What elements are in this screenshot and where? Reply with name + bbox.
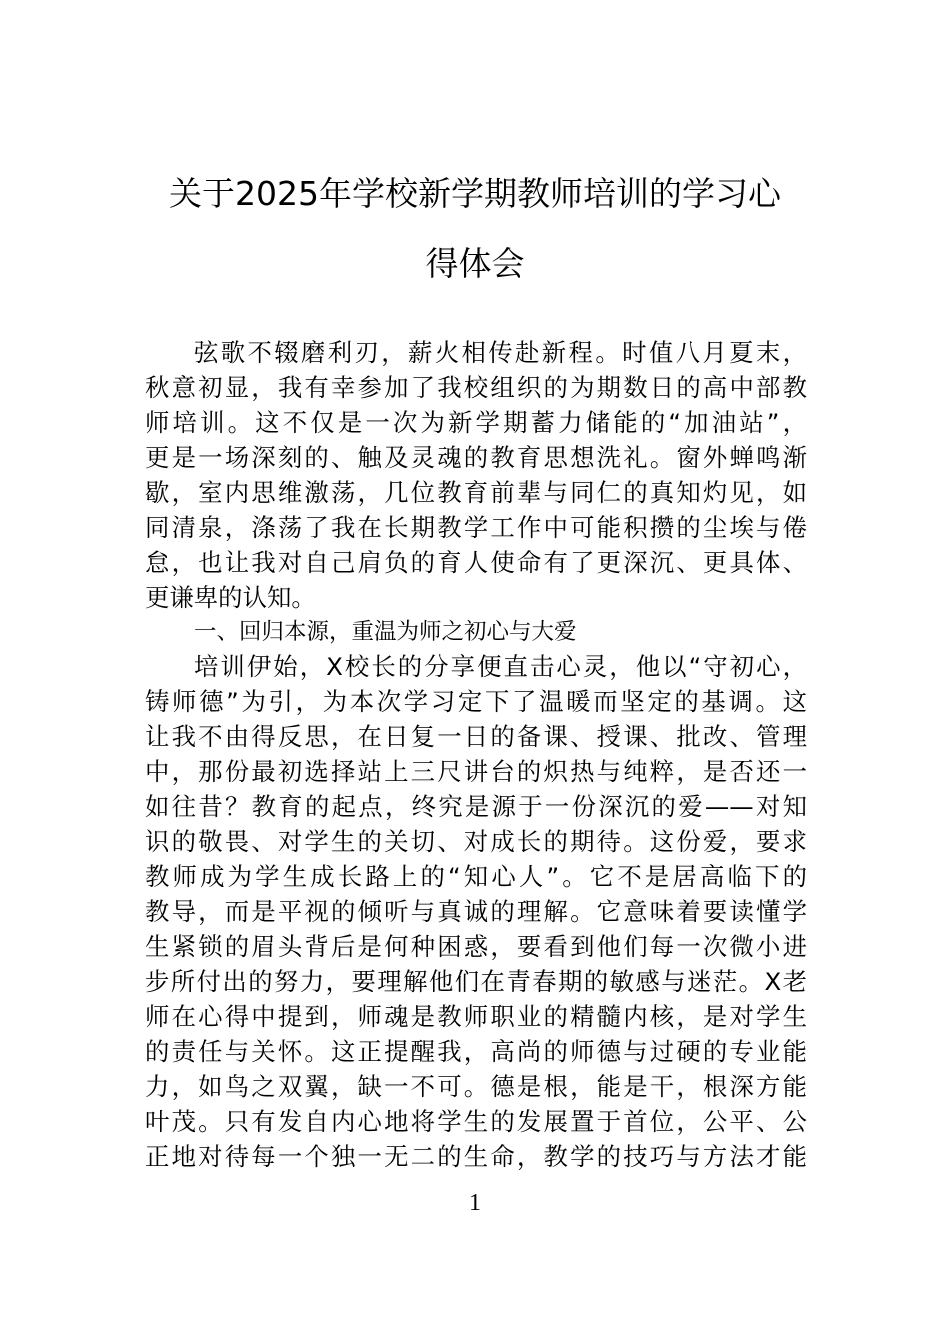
paragraph-2-line: 如往昔？教育的起点，终究是源于一份深沉的爱——对知: [145, 792, 807, 821]
paragraph-1-line: 秋意初显，我有幸参加了我校组织的为期数日的高中部教: [145, 373, 807, 402]
paragraph-2-line: 教导，而是平视的倾听与真诚的理解。它意味着要读懂学: [145, 897, 807, 926]
page-number: 1: [469, 1190, 481, 1216]
paragraph-1-line: 怠，也让我对自己肩负的育人使命有了更深沉、更具体、: [145, 548, 807, 577]
paragraph-2-line: 教师成为学生成长路上的“知心人”。它不是居高临下的: [145, 862, 807, 891]
paragraph-2-line: 的责任与关怀。这正提醒我，高尚的师德与过硬的专业能: [145, 1037, 807, 1066]
paragraph-2-line: 识的敬畏、对学生的关切、对成长的期待。这份爱，要求: [145, 827, 807, 856]
paragraph-2-line: 叶茂。只有发自内心地将学生的发展置于首位，公平、公: [145, 1107, 807, 1136]
paragraph-2-line: 步所付出的努力，要理解他们在青春期的敏感与迷茫。X老: [145, 967, 807, 996]
paragraph-1-line: 弦歌不辍磨利刃，薪火相传赴新程。时值八月夏末，: [194, 338, 807, 367]
paragraph-1-line: 更谦卑的认知。: [145, 583, 316, 612]
paragraph-2-line: 培训伊始，X校长的分享便直击心灵，他以“守初心，: [194, 652, 807, 681]
paragraph-2-line: 让我不由得反思，在日复一日的备课、授课、批改、管理: [145, 722, 807, 751]
paragraph-1-line: 师培训。这不仅是一次为新学期蓄力储能的“加油站”，: [145, 408, 807, 437]
paragraph-2-line: 正地对待每一个独一无二的生命，教学的技巧与方法才能: [145, 1142, 807, 1171]
paragraph-2-line: 生紧锁的眉头背后是何种困惑，要看到他们每一次微小进: [145, 932, 807, 961]
paragraph-2-line: 铸师德”为引，为本次学习定下了温暖而坚定的基调。这: [145, 687, 807, 716]
paragraph-2-line: 师在心得中提到，师魂是教师职业的精髓内核，是对学生: [145, 1002, 807, 1031]
section-heading-1: 一、回归本源，重温为师之初心与大爱: [194, 619, 577, 645]
paragraph-2-line: 力，如鸟之双翼，缺一不可。德是根，能是干，根深方能: [145, 1072, 807, 1101]
paragraph-1-line: 歇，室内思维激荡，几位教育前辈与同仁的真知灼见，如: [145, 478, 807, 507]
paragraph-2-line: 中，那份最初选择站上三尺讲台的炽热与纯粹，是否还一: [145, 757, 807, 786]
paragraph-1-line: 同清泉，涤荡了我在长期教学工作中可能积攒的尘埃与倦: [145, 513, 807, 542]
paragraph-1-line: 更是一场深刻的、触及灵魂的教育思想洗礼。窗外蝉鸣渐: [145, 443, 807, 472]
document-title-line-1: 关于2025年学校新学期教师培训的学习心: [169, 174, 781, 213]
document-title-line-2: 得体会: [425, 244, 525, 283]
